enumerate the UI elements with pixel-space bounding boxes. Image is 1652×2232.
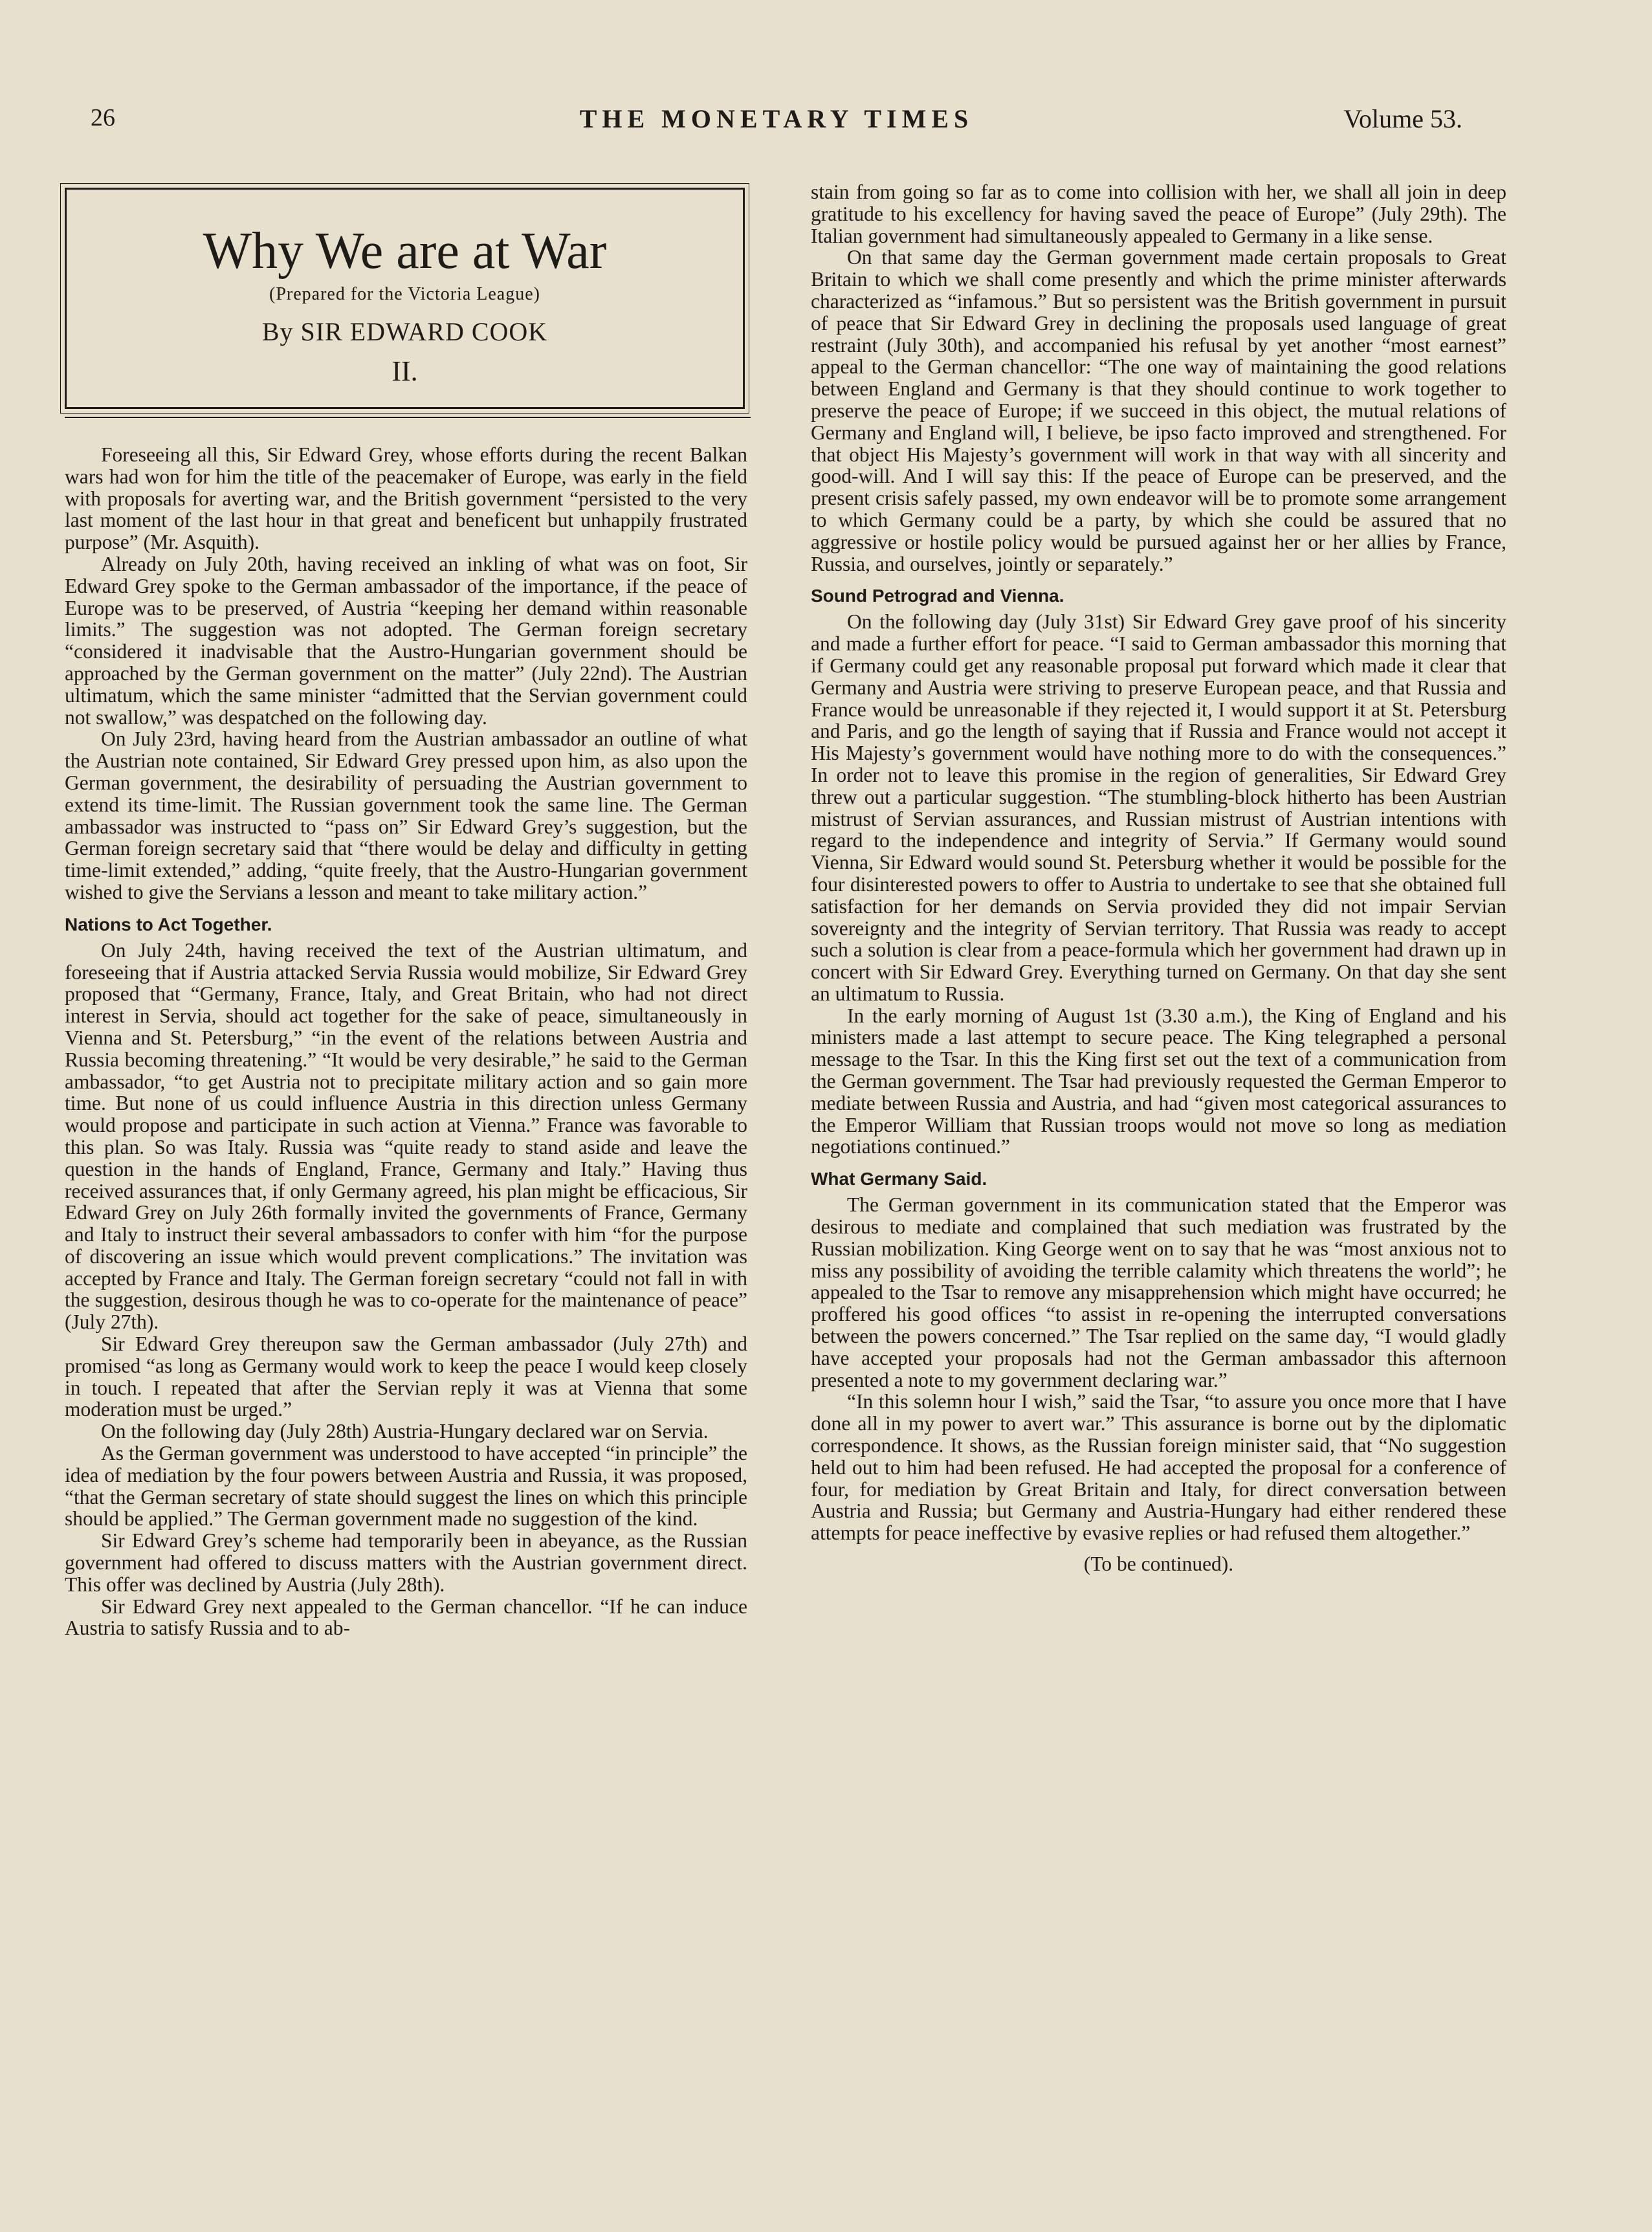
page-header <box>91 104 1462 142</box>
paragraph: In the early morning of August 1st (3.30 a.m.), the King of England and his ministers made a last attempt to secure peace. The King telegraphed a personal message to the Tsar. In this the King first set out the text of a communication from the German government. The Tsar had previously requested the German Emperor to mediate between Russia and Austria, and had “given most categorical assurances to the Emperor William that Russian troops would not move so long as mediation negotiations continued.” <box>811 1004 1506 1158</box>
paragraph: On that same day the German government made certain proposals to Great Britain to which we shall come presently and which the prime minister afterwards characterized as “infamous.” But so persistent was the British government in pursuit of peace that Sir Edward Grey in declining the proposals used language of great restraint (July 30th), and accompanied his refusal by yet another “most earnest” appeal to the German chancellor: “The one way of maintaining the good relations between England and Germany is that they should continue to work together to preserve the peace of Europe; if we succeed in this object, the mutual relations of Germany and England will, I believe, be ipso facto improved and strengthened. For that object His Majesty’s government will work in that way with all sincerity and good-will. And I will say this: If the peace of Europe can be preserved, and the present crisis safely passed, my own endeavor will be to promote some arrangement to which Germany could be a party, by which she could be assured that no aggressive or hostile policy would be pursued against her or her allies by France, Russia, and ourselves, jointly or separately.” <box>811 246 1506 575</box>
left-column <box>65 444 747 1639</box>
article-byline: By SIR EDWARD COOK <box>261 317 548 346</box>
journal-title: THE MONETARY TIMES <box>579 104 974 133</box>
section-heading: Sound Petrograd and Vienna. <box>811 586 1064 606</box>
volume-label: Volume 53. <box>1343 104 1462 133</box>
article-part: II. <box>391 355 418 387</box>
article-subtitle: (Prepared for the Victoria League) <box>269 284 540 304</box>
paragraph: Sir Edward Grey next appealed to the German chancellor. “If he can induce Austria to satisfy Russia and to ab- <box>65 1595 747 1640</box>
paragraph: Sir Edward Grey thereupon saw the German ambassador (July 27th) and promised “as long as Germany would work to keep the peace I would keep closely in touch. I repeated that after the Servian reply it was at Vienna that some moderation must be urged.” <box>65 1332 747 1421</box>
section-heading: What Germany Said. <box>811 1169 987 1189</box>
paragraph: stain from going so far as to come into collision with her, we shall all join in deep gratitude to his excellency for having saved the peace of Europe” (July 29th). The Italian government had simultaneously appealed to Germany in a like sense. <box>811 181 1506 247</box>
paragraph: “In this solemn hour I wish,” said the Tsar, “to assure you once more that I have done all in my power to avert war.” This assurance is borne out by the diplomatic correspondence. It shows, as the Russian foreign minister said, that “No suggestion held out to him had been refused. He had accepted the proposal for a conference of four, for mediation by Great Britain and Italy, for direct conversation between Austria and Russia; but Germany and Austria-Hungary had either rendered these attempts for peace ineffective by evasive replies or had refused them altogether.” <box>811 1390 1506 1545</box>
title-divider <box>65 417 751 418</box>
paragraph: The German government in its communication stated that the Emperor was desirous to mediate and complained that such mediation was frustrated by the Russian mobilization. King George went on to say that he was “most anxious not to miss any possibility of avoiding the terrible calamity which threatens the world”; he appealed to the Tsar to remove any misapprehension which might have occurred; he proffered his good offices “to assist in re-opening the interrupted conversations between the powers concerned.” The Tsar replied on the same day, “I would gladly have accepted your proposals had not the German ambassador this afternoon presented a note to my government declaring war.” <box>811 1193 1506 1391</box>
paragraph: On July 24th, having received the text of the Austrian ultimatum, and foreseeing that if Austria attacked Servia Russia would mobilize, Sir Edward Grey proposed that “Germany, France, Italy, and Great Britain, who had not direct interest in Servia, should act together for the sake of peace, simultaneously in Vienna and St. Petersburg,” “in the event of the relations between Austria and Russia becoming threatening.” “It would be very desirable,” he said to the German ambassador, “to get Austria not to precipitate military action and so gain more time. But none of us could influence Austria in this direction unless Germany would propose and participate in such action at Vienna.” France was favorable to this plan. So was Italy. Russia was “quite ready to stand aside and leave the question in the hands of England, France, Germany and Italy.” Having thus received assurances that, if only Germany agreed, his plan might be efficacious, Sir Edward Grey on July 26th formally invited the governments of France, Germany and Italy to instruct their several ambassadors to confer with him “for the purpose of discovering an issue which would prevent complications.” The invitation was accepted by France and Italy. The German foreign secretary “could not fall in with the suggestion, desirous though he was to co-operate for the maintenance of peace” (July 27th). <box>65 938 747 1334</box>
right-column <box>811 181 1506 1575</box>
paragraph: Already on July 20th, having received an inkling of what was on foot, Sir Edward Grey spoke to the German ambassador of the importance, if the peace of Europe was to be preserved, of Austria “keeping her demand within reasonable limits.” The suggestion was not adopted. The German foreign secretary “considered it inadvisable that the Austro-Hungarian government should be approached by the German government on the matter” (July 22nd). The Austrian ultimatum, which the same minister “admitted that the Servian government could not swallow,” was despatched on the following day. <box>65 552 747 729</box>
page-number: 26 <box>91 104 115 131</box>
article-title: Why We are at War <box>203 223 607 280</box>
article-title-box <box>65 188 745 409</box>
paragraph: Sir Edward Grey’s scheme had temporarily been in abeyance, as the Russian government had offered to discuss matters with the Austrian government direct. This offer was declined by Austria (July 28th). <box>65 1529 747 1596</box>
paragraph: On the following day (July 28th) Austria-Hungary declared war on Servia. <box>101 1420 709 1443</box>
continued-note: (To be continued). <box>1083 1552 1234 1576</box>
section-heading: Nations to Act Together. <box>65 914 272 934</box>
paragraph: On the following day (July 31st) Sir Edward Grey gave proof of his sincerity and made a further effort for peace. “I said to German ambassador this morning that if Germany could get any reasonable proposal put forward which made it clear that Germany and Austria were striving to preserve European peace, and that Russia and France would be unreasonable if they rejected it, I would support it at St. Petersburg and Paris, and go the length of saying that if Russia and France would not accept it His Majesty’s government would have nothing more to do with the consequences.” In order not to leave this promise in the region of generalities, Sir Edward Grey threw out a particular suggestion. “The stumbling-block hitherto has been Austrian mistrust of Servian assurances, and Russian mistrust of Austrian intentions with regard to the independence and integrity of Servia.” If Germany would sound Vienna, Sir Edward would sound St. Petersburg whether it would be possible for the four disinterested powers to offer to Austria to undertake to see that she obtained full satisfaction for her demands on Servia provided they did not impair Servian sovereignty and the integrity of Servian territory. That Russia was ready to accept such a solution is clear from a peace-formula which her government had drawn up in concert with Sir Edward Grey. Everything turned on Germany. On that day she sent an ultimatum to Russia. <box>811 610 1506 1005</box>
paragraph: As the German government was understood to have accepted “in principle” the idea of mediation by the four powers between Austria and Russia, it was proposed, “that the German secretary of state should suggest the lines on which this principle should be applied.” The German government made no suggestion of the kind. <box>65 1442 747 1530</box>
paragraph: Foreseeing all this, Sir Edward Grey, whose efforts during the recent Balkan wars had won for him the title of the peacemaker of Europe, was early in the field with proposals for averting war, and the British government “persisted to the very last moment of the last hour in that great and beneficent but unhappily frustrated purpose” (Mr. Asquith). <box>65 443 747 554</box>
paragraph: On July 23rd, having heard from the Austrian ambassador an outline of what the Austrian note contained, Sir Edward Grey pressed upon him, as also upon the German government, the desirability of persuading the Austrian government to extend its time-limit. The Russian government took the same line. The German ambassador was instructed to “pass on” Sir Edward Grey’s suggestion, but the German foreign secretary said that “there would be delay and difficulty in getting time-limit extended,” adding, “quite freely, that the Austro-Hungarian government wished to give the Servians a lesson and meant to take military action.” <box>65 727 747 903</box>
